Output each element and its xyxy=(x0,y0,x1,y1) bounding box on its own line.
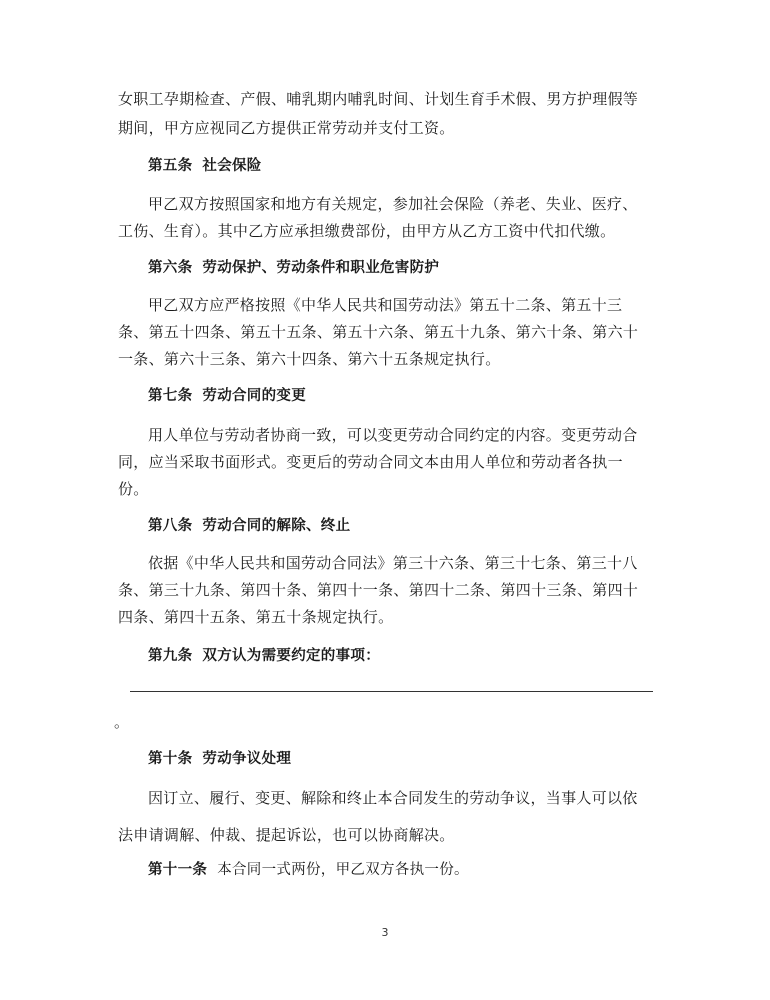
article-number: 第九条 xyxy=(148,648,193,664)
article-6-heading xyxy=(148,258,688,278)
fill-in-blank-line xyxy=(130,691,653,692)
article-title: 社会保险 xyxy=(202,158,262,174)
paragraph-line: 条、第三十九条、第四十条、第四十一条、第四十二条、第四十三条、第四十 xyxy=(118,581,639,599)
paragraph-line: 条、第五十四条、第五十五条、第五十六条、第五十九条、第六十条、第六十 xyxy=(118,323,639,341)
article-title: 劳动合同的解除、终止 xyxy=(202,518,351,534)
article-7-heading xyxy=(148,386,688,406)
article-title: 劳动合同的变更 xyxy=(202,388,307,404)
paragraph-line: 用人单位与劳动者协商一致，可以变更劳动合同约定的内容。变更劳动合 xyxy=(148,426,638,444)
article-11-line xyxy=(148,860,688,880)
article-number: 第八条 xyxy=(148,518,193,534)
paragraph-line: 四条、第四十五条、第五十条规定执行。 xyxy=(118,608,394,626)
article-number: 第十一条 xyxy=(148,862,208,878)
paragraph-line: 因订立、履行、变更、解除和终止本合同发生的劳动争议，当事人可以依 xyxy=(148,789,638,807)
paragraph-line: 同，应当采取书面形式。变更后的劳动合同文本由用人单位和劳动者各执一 xyxy=(118,453,623,471)
paragraph-line: 甲乙双方按照国家和地方有关规定，参加社会保险（养老、失业、医疗、 xyxy=(148,195,638,213)
article-number: 第六条 xyxy=(148,260,193,276)
paragraph-line: 法申请调解、仲裁、提起诉讼，也可以协商解决。 xyxy=(118,826,455,844)
article-5-heading xyxy=(148,156,688,176)
page-number: 3 xyxy=(381,926,389,939)
article-title: 劳动争议处理 xyxy=(202,751,292,767)
article-10-heading xyxy=(148,749,688,769)
paragraph-line: 工伤、生育）。其中乙方应承担缴费部份，由甲方从乙方工资中代扣代缴。 xyxy=(118,222,616,240)
article-number: 第十条 xyxy=(148,751,193,767)
article-title: 双方认为需要约定的事项： xyxy=(202,648,381,664)
article-number: 第五条 xyxy=(148,158,193,174)
paragraph-line: 女职工孕期检查、产假、哺乳期内哺乳时间、计划生育手术假、男方护理假等 xyxy=(118,90,639,108)
article-9-heading xyxy=(148,646,688,666)
article-title: 劳动保护、劳动条件和职业危害防护 xyxy=(202,260,440,276)
article-number: 第七条 xyxy=(148,388,193,404)
paragraph-line: 份。 xyxy=(118,480,149,498)
paragraph-line: 依据《中华人民共和国劳动合同法》第三十六条、第三十七条、第三十八 xyxy=(148,554,638,572)
paragraph-line: 一条、第六十三条、第六十四条、第六十五条规定执行。 xyxy=(118,350,501,368)
paragraph-line: 甲乙双方应严格按照《中华人民共和国劳动法》第五十二条、第五十三 xyxy=(148,296,623,314)
article-text: 本合同一式两份，甲乙双方各执一份。 xyxy=(217,862,469,878)
article-8-heading xyxy=(148,516,688,536)
blank-terminator: 。 xyxy=(114,713,130,731)
paragraph-line: 期间，甲方应视同乙方提供正常劳动并支付工资。 xyxy=(118,119,455,137)
